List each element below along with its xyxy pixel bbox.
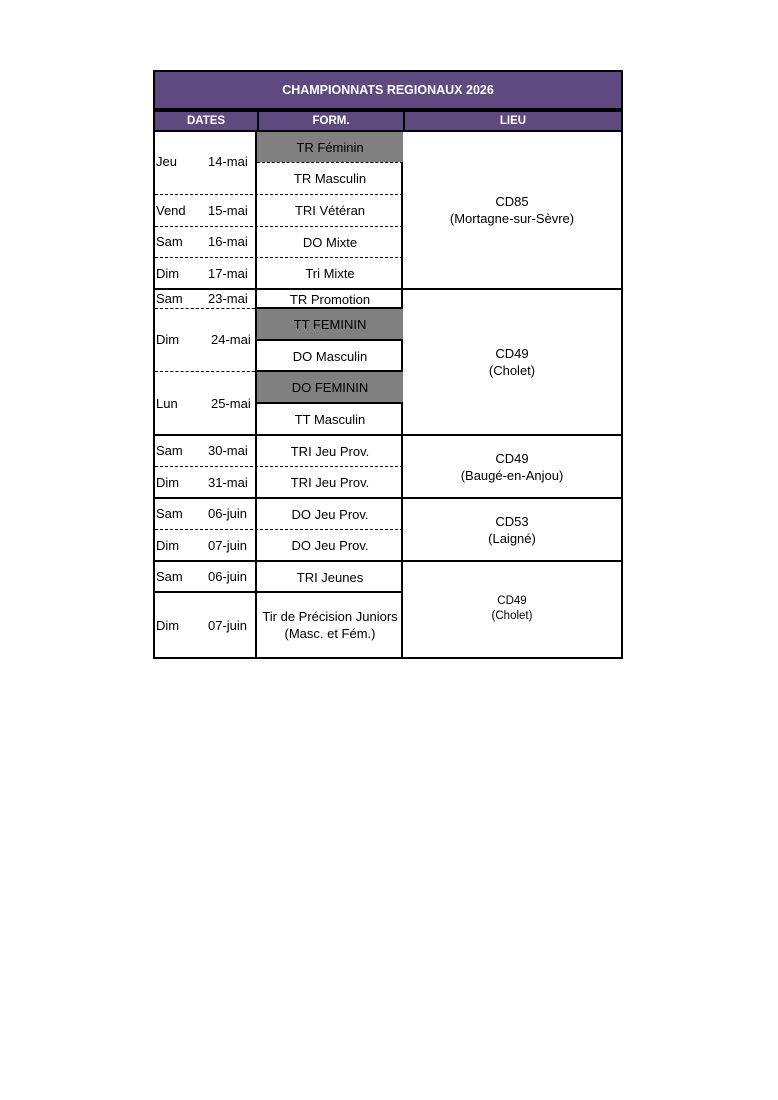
venue-cell bbox=[403, 499, 621, 560]
form-cell-highlighted: DO FEMININ bbox=[257, 372, 403, 402]
row-day: Dim bbox=[156, 332, 180, 347]
row-date: 07-juin bbox=[208, 538, 248, 553]
row-date: 07-juin bbox=[208, 618, 248, 633]
row-day: Sam bbox=[156, 234, 183, 249]
venue-cell bbox=[403, 132, 621, 288]
row-day: Lun bbox=[156, 396, 178, 411]
form-cell: Tir de Précision Juniors (Masc. et Fém.) bbox=[262, 609, 398, 641]
form-cell: TRI Jeu Prov. bbox=[290, 474, 370, 490]
venue-cell bbox=[403, 436, 621, 497]
form-cell-highlighted: TR Féminin bbox=[257, 132, 403, 162]
venue-cell bbox=[403, 290, 621, 434]
row-separator bbox=[155, 308, 255, 309]
row-day: Dim bbox=[156, 266, 180, 281]
venue-place: (Laigné) bbox=[488, 530, 536, 546]
venue-code: CD85 bbox=[495, 194, 529, 209]
row-day: Sam bbox=[156, 569, 183, 584]
schedule-table bbox=[153, 70, 623, 659]
form-cell: TRI Jeunes bbox=[296, 569, 364, 585]
venue-code: CD53 bbox=[495, 513, 529, 529]
row-day: Dim bbox=[156, 475, 180, 490]
row-day: Sam bbox=[156, 443, 183, 458]
venue-code: CD49 bbox=[495, 450, 529, 466]
form-cell: TRI Vétéran bbox=[294, 203, 366, 218]
venue-code: CD49 bbox=[497, 595, 527, 607]
row-day: Dim bbox=[156, 618, 180, 633]
row-date: 06-juin bbox=[208, 569, 248, 584]
form-cell: DO Masculin bbox=[292, 348, 368, 364]
venue-place: (Cholet) bbox=[491, 610, 533, 622]
form-cell-highlighted: TT FEMININ bbox=[257, 309, 403, 339]
row-separator bbox=[155, 371, 255, 372]
venue-cell bbox=[403, 562, 621, 657]
row-date: 14-mai bbox=[208, 154, 248, 169]
row-date: 23-mai bbox=[208, 291, 248, 306]
header-lieu: LIEU bbox=[403, 110, 623, 132]
row-date: 15-mai bbox=[208, 203, 248, 218]
row-day: Sam bbox=[156, 291, 183, 306]
form-cell: TR Masculin bbox=[293, 171, 367, 186]
row-date: 24-mai bbox=[211, 332, 251, 347]
form-cell: TT Masculin bbox=[294, 412, 366, 427]
row-date: 25-mai bbox=[211, 396, 251, 411]
form-cell: DO Jeu Prov. bbox=[291, 506, 369, 522]
row-date: 17-mai bbox=[208, 266, 248, 281]
header-form: FORM. bbox=[257, 110, 405, 132]
row-date: 30-mai bbox=[208, 443, 248, 458]
row-date: 06-juin bbox=[208, 506, 248, 521]
row-date: 31-mai bbox=[208, 475, 248, 490]
venue-place: (Mortagne-sur-Sèvre) bbox=[449, 211, 575, 226]
row-date: 16-mai bbox=[208, 234, 248, 249]
header-dates: DATES bbox=[153, 110, 259, 132]
form-cell: DO Mixte bbox=[302, 234, 358, 250]
row-day: Sam bbox=[156, 506, 183, 521]
form-cell: Tri Mixte bbox=[305, 266, 355, 281]
row-day: Dim bbox=[156, 538, 180, 553]
venue-code: CD49 bbox=[495, 346, 529, 361]
venue-place: (Cholet) bbox=[488, 363, 536, 378]
form-cell: DO Jeu Prov. bbox=[291, 537, 369, 553]
row-day: Jeu bbox=[156, 154, 177, 169]
form-cell: TRI Jeu Prov. bbox=[290, 443, 370, 459]
row-day: Vend bbox=[156, 203, 186, 218]
form-cell: TR Promotion bbox=[289, 291, 371, 307]
venue-place: (Baugé-en-Anjou) bbox=[460, 467, 564, 483]
table-title: CHAMPIONNATS REGIONAUX 2026 bbox=[153, 70, 623, 110]
